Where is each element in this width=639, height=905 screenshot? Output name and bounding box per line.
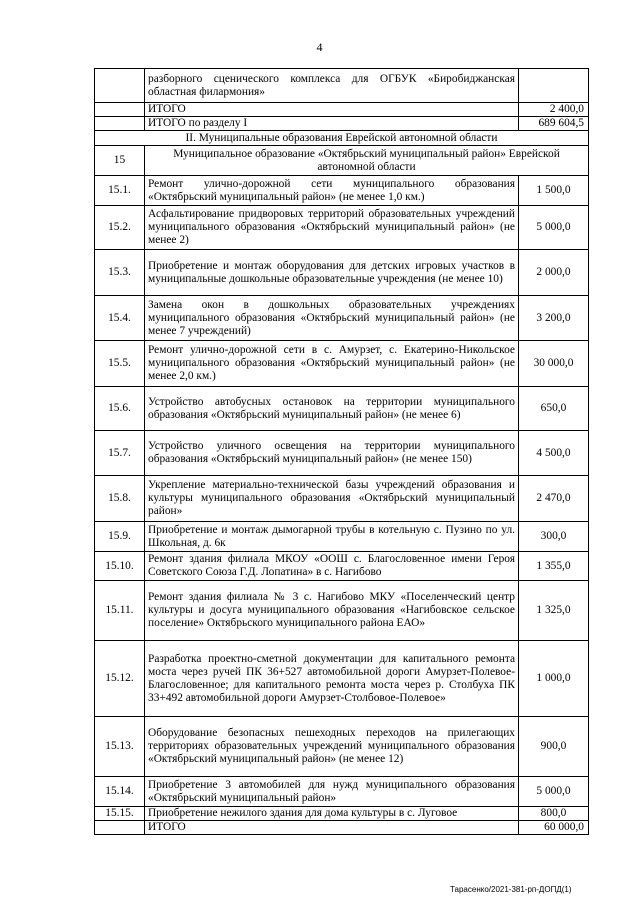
row-number: 15.15. bbox=[95, 807, 145, 821]
row-description: Оборудование безопасных пешеходных переходов на прилегающих территориях образовательных учреждений муниципального образования «Октябрьский муниципальный район» (не менее 12) bbox=[145, 717, 519, 777]
table-row bbox=[95, 296, 589, 341]
table-row bbox=[95, 476, 589, 522]
row-description: Ремонт улично-дорожной сети муниципального образования «Октябрьский муниципальный район» (не менее 1,0 км.) bbox=[145, 176, 519, 206]
row-number: 15.6. bbox=[95, 387, 145, 431]
table-row bbox=[95, 641, 589, 717]
budget-table-body bbox=[95, 69, 589, 835]
row-number bbox=[95, 69, 145, 103]
row-description: Приобретение и монтаж дымогарной трубы в котельную с. Пузино по ул. Школьная, д. 6к bbox=[145, 522, 519, 552]
page-number: 4 bbox=[316, 40, 323, 54]
table-row bbox=[95, 431, 589, 476]
row-amount: 1 000,0 bbox=[519, 641, 589, 717]
row-number: 15.8. bbox=[95, 476, 145, 522]
row-description: Асфальтирование придворовых территорий образовательных учреждений муниципального образования «Октябрьский муниципальный район» (не менее 2) bbox=[145, 206, 519, 250]
table-row bbox=[95, 717, 589, 777]
table-row bbox=[95, 69, 589, 103]
row-amount: 1 500,0 bbox=[519, 176, 589, 206]
row-amount: 3 200,0 bbox=[519, 296, 589, 341]
row-number bbox=[95, 103, 145, 117]
row-number: 15.10. bbox=[95, 552, 145, 581]
row-amount: 900,0 bbox=[519, 717, 589, 777]
row-description: разборного сценического комплекса для ОГБУК «Биробиджанская областная филармония» bbox=[145, 69, 519, 103]
row-description: Устройство автобусных остановок на территории муниципального образования «Октябрьский муниципальный район» (не менее 6) bbox=[145, 387, 519, 431]
table-row bbox=[95, 103, 589, 117]
row-number: 15.13. bbox=[95, 717, 145, 777]
row-description: Укрепление материально-технической базы учреждений образования и культуры муниципального образования «Октябрьский муниципальный район» bbox=[145, 476, 519, 522]
row-amount: 300,0 bbox=[519, 522, 589, 552]
total-label: ИТОГО bbox=[145, 103, 519, 117]
row-amount: 800,0 bbox=[519, 807, 589, 821]
row-amount: 5 000,0 bbox=[519, 777, 589, 807]
total-value: 2 400,0 bbox=[519, 103, 589, 117]
row-number: 15.7. bbox=[95, 431, 145, 476]
row-amount: 4 500,0 bbox=[519, 431, 589, 476]
row-number: 15 bbox=[95, 146, 145, 176]
row-description: Разработка проектно-сметной документации для капитального ремонта моста через ручей ПК 36+527 автомобильной дороги Амурзет-Полевое-Благословенное; для капитального ремонта моста через р. Столбуха ПК 33+492 автомобильной дороги Амурзет-Столбовое-Полевое» bbox=[145, 641, 519, 717]
row-number: 15.5. bbox=[95, 341, 145, 387]
total-label: ИТОГО bbox=[145, 821, 519, 835]
row-number: 15.11. bbox=[95, 581, 145, 641]
table-row bbox=[95, 821, 589, 835]
table-row bbox=[95, 807, 589, 821]
row-number: 15.14. bbox=[95, 777, 145, 807]
table-row bbox=[95, 387, 589, 431]
row-description: Приобретение нежилого здания для дома культуры в с. Луговое bbox=[145, 807, 519, 821]
row-amount: 2 470,0 bbox=[519, 476, 589, 522]
row-description: Приобретение 3 автомобилей для нужд муниципального образования «Октябрьский муниципальный район» bbox=[145, 777, 519, 807]
row-description: Ремонт здания филиала МКОУ «ООШ с. Благословенное имени Героя Советского Союза Г.Д. Лопатина» в с. Нагибово bbox=[145, 552, 519, 581]
total-label: ИТОГО по разделу I bbox=[145, 117, 519, 131]
row-number: 15.4. bbox=[95, 296, 145, 341]
row-amount: 1 355,0 bbox=[519, 552, 589, 581]
table-row bbox=[95, 131, 589, 146]
row-amount: 1 325,0 bbox=[519, 581, 589, 641]
section-title: II. Муниципальные образования Еврейской автономной области bbox=[95, 131, 589, 146]
row-amount bbox=[519, 69, 589, 103]
row-description: Устройство уличного освещения на территории муниципального образования «Октябрьский муниципальный район» (не менее 150) bbox=[145, 431, 519, 476]
row-number bbox=[95, 821, 145, 835]
row-description: Ремонт улично-дорожной сети в с. Амурзет, с. Екатерино-Никольское муниципального образования «Октябрьский муниципальный район» (не менее 2,0 км.) bbox=[145, 341, 519, 387]
row-amount: 2 000,0 bbox=[519, 250, 589, 296]
table-row bbox=[95, 581, 589, 641]
budget-table bbox=[94, 68, 589, 835]
table-row bbox=[95, 522, 589, 552]
table-row bbox=[95, 250, 589, 296]
row-number bbox=[95, 117, 145, 131]
row-number: 15.2. bbox=[95, 206, 145, 250]
row-number: 15.3. bbox=[95, 250, 145, 296]
row-amount: 650,0 bbox=[519, 387, 589, 431]
total-value: 689 604,5 bbox=[519, 117, 589, 131]
table-row bbox=[95, 552, 589, 581]
row-number: 15.9. bbox=[95, 522, 145, 552]
row-amount: 5 000,0 bbox=[519, 206, 589, 250]
table-row bbox=[95, 146, 589, 176]
row-description: Замена окон в дошкольных образовательных учреждениях муниципального образования «Октябрьский муниципальный район» (не менее 7 учреждений) bbox=[145, 296, 519, 341]
table-row bbox=[95, 341, 589, 387]
table-row bbox=[95, 176, 589, 206]
municipality-heading: Муниципальное образование «Октябрьский муниципальный район» Еврейской автономной области bbox=[145, 146, 589, 176]
table-row bbox=[95, 777, 589, 807]
row-number: 15.12. bbox=[95, 641, 145, 717]
table-row bbox=[95, 117, 589, 131]
row-number: 15.1. bbox=[95, 176, 145, 206]
row-amount: 30 000,0 bbox=[519, 341, 589, 387]
row-description: Ремонт здания филиала № 3 с. Нагибово МКУ «Поселенческий центр культуры и досуга муниципального образования «Нагибовское сельское поселение» Октябрьского муниципального района ЕАО» bbox=[145, 581, 519, 641]
total-value: 60 000,0 bbox=[519, 821, 589, 835]
row-description: Приобретение и монтаж оборудования для детских игровых участков в муниципальные дошкольные образовательные учреждения (не менее 10) bbox=[145, 250, 519, 296]
table-row bbox=[95, 206, 589, 250]
footer-reference: Тарасенко/2021-381-рп-ДОПД(1) bbox=[450, 885, 572, 894]
